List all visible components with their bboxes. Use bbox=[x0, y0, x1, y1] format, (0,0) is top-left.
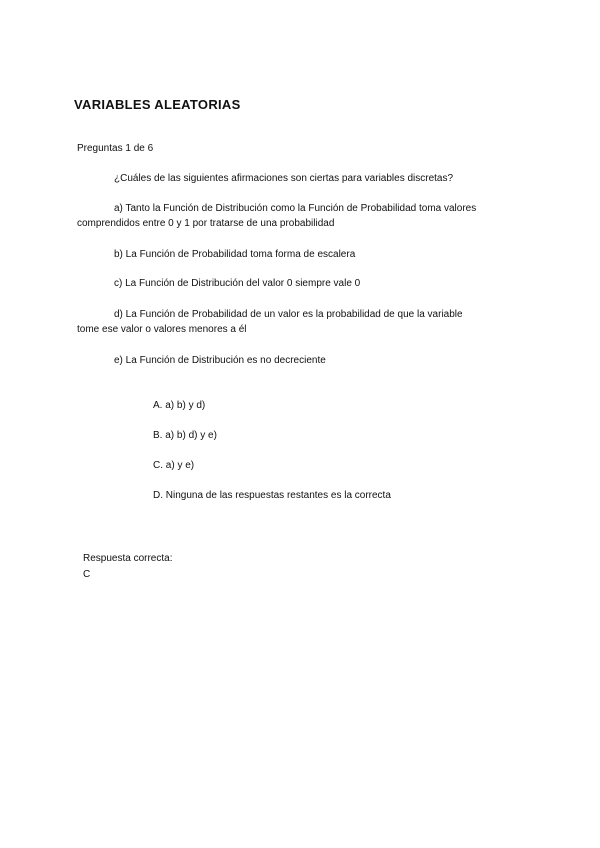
statement-d-line1: d) La Función de Probabilidad de un valor es la probabilidad de que la variable bbox=[114, 309, 463, 320]
option-a[interactable]: A. a) b) y d) bbox=[153, 400, 206, 411]
statement-c: c) La Función de Distribución del valor 0 siempre vale 0 bbox=[114, 278, 361, 289]
answer-label: Respuesta correcta: bbox=[83, 553, 173, 564]
option-b[interactable]: B. a) b) d) y e) bbox=[153, 430, 217, 441]
statement-b: b) La Función de Probabilidad toma forma de escalera bbox=[114, 249, 356, 260]
question-text: ¿Cuáles de las siguientes afirmaciones son ciertas para variables discretas? bbox=[114, 173, 454, 184]
answer-value: C bbox=[83, 569, 91, 580]
question-counter: Preguntas 1 de 6 bbox=[77, 143, 154, 154]
statement-a-line2: comprendidos entre 0 y 1 por tratarse de una probabilidad bbox=[77, 218, 335, 229]
statement-a-line1: a) Tanto la Función de Distribución como la Función de Probabilidad toma valores bbox=[114, 203, 477, 214]
option-d[interactable]: D. Ninguna de las respuestas restantes es la correcta bbox=[153, 490, 391, 501]
statement-e: e) La Función de Distribución es no decreciente bbox=[114, 355, 326, 366]
statement-d-line2: tome ese valor o valores menores a él bbox=[77, 324, 247, 335]
option-c[interactable]: C. a) y e) bbox=[153, 460, 195, 471]
document-title: VARIABLES ALEATORIAS bbox=[74, 97, 241, 112]
